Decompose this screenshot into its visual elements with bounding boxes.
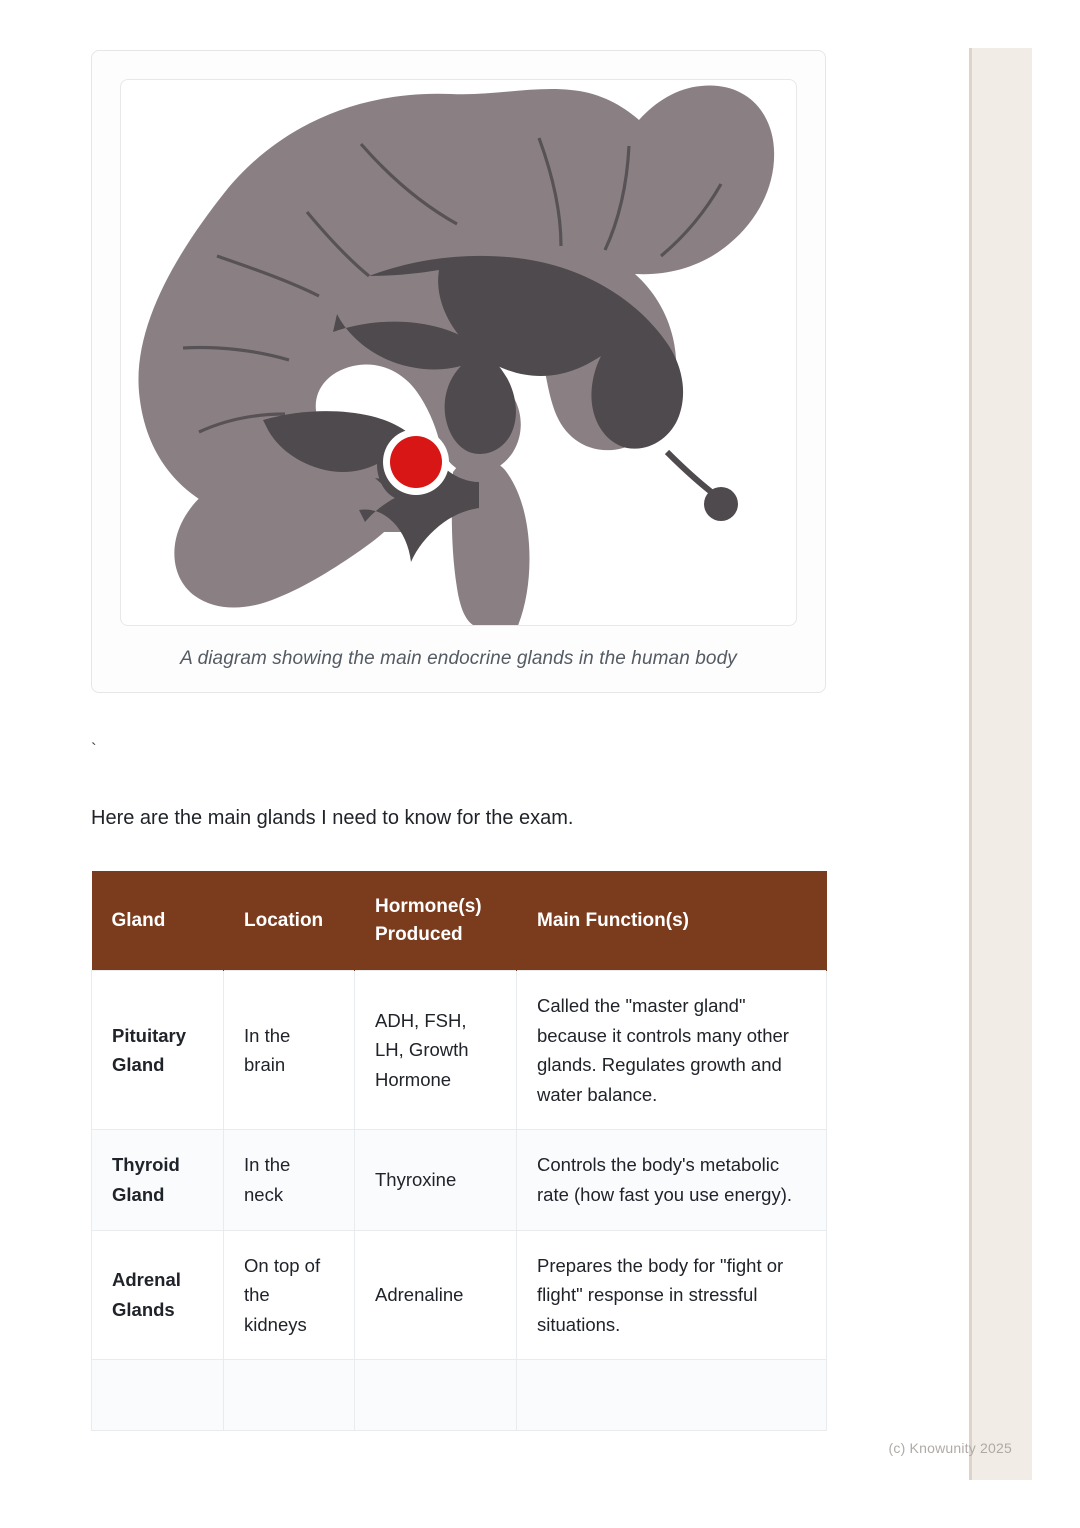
copyright-watermark: (c) Knowunity 2025 — [888, 1440, 1012, 1456]
table-row — [92, 1360, 827, 1431]
cell-hormones: Thyroxine — [355, 1130, 517, 1230]
table-body — [92, 971, 827, 1431]
marker-dot — [390, 436, 442, 488]
table-row — [92, 1130, 827, 1230]
cell-gland: Thyroid Gland — [92, 1130, 224, 1230]
cell-function: Prepares the body for "fight or flight" response in stressful situations. — [517, 1230, 827, 1360]
column-header-gland: Gland — [92, 871, 224, 971]
cell-hormones: ADH, FSH, LH, Growth Hormone — [355, 971, 517, 1130]
table-row — [92, 1230, 827, 1360]
cell-hormones — [355, 1360, 517, 1431]
figure-caption: A diagram showing the main endocrine glands in the human body — [180, 648, 737, 669]
cell-gland: Adrenal Glands — [92, 1230, 224, 1360]
column-header-location: Location — [224, 871, 355, 971]
cell-location: In the neck — [224, 1130, 355, 1230]
column-header-function: Main Function(s) — [517, 871, 827, 971]
cell-function: Controls the body's metabolic rate (how fast you use energy). — [517, 1130, 827, 1230]
cell-location — [224, 1360, 355, 1431]
stray-backtick-text: ` — [91, 740, 97, 759]
brain-sagittal-icon — [121, 80, 797, 625]
cell-gland: Pituitary Gland — [92, 971, 224, 1130]
cell-location: In the brain — [224, 971, 355, 1130]
cell-hormones: Adrenaline — [355, 1230, 517, 1360]
cell-function — [517, 1360, 827, 1431]
cell-function: Called the "master gland" because it controls many other glands. Regulates growth and water balance. — [517, 971, 827, 1130]
column-header-hormones: Hormone(s) Produced — [355, 871, 517, 971]
endocrine-glands-table — [91, 871, 827, 1431]
page-edge-decoration — [969, 48, 1032, 1480]
intro-paragraph: Here are the main glands I need to know for the exam. — [91, 807, 574, 829]
document-content — [91, 50, 826, 1431]
table-row — [92, 971, 827, 1130]
table-header-row — [92, 871, 827, 971]
table-header — [92, 871, 827, 971]
brain-diagram-image — [120, 79, 797, 626]
cell-location: On top of the kidneys — [224, 1230, 355, 1360]
cell-gland — [92, 1360, 224, 1431]
figure-card — [91, 50, 826, 693]
